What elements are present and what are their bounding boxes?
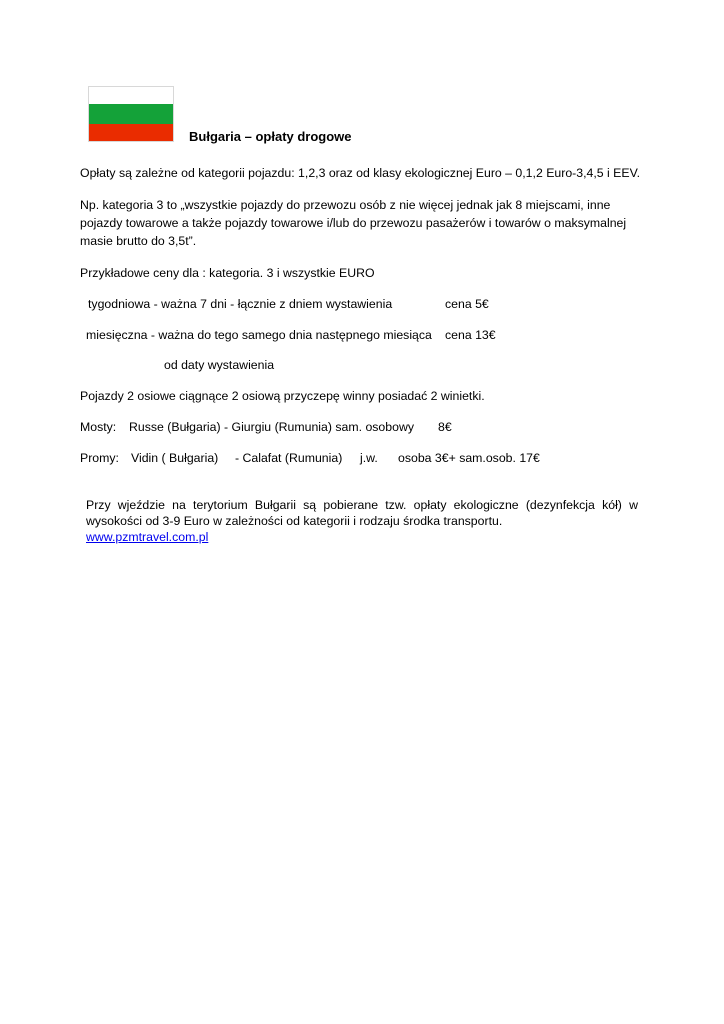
- monthly-price: cena 13€: [445, 328, 496, 342]
- weekly-price: cena 5€: [445, 297, 489, 311]
- pzmtravel-link[interactable]: www.pzmtravel.com.pl: [86, 530, 209, 544]
- bulgaria-flag-icon: [88, 86, 174, 142]
- prices-header: Przykładowe ceny dla : kategoria. 3 i wszystkie EURO: [80, 266, 375, 280]
- intro-text: Opłaty są zależne od kategorii pojazdu: 1,2,3 oraz od klasy ekologicznej Euro – 0,1,2 Euro-3,4,5 i EEV.: [80, 166, 641, 180]
- ferries-price: osoba 3€+ sam.osob. 17€: [398, 451, 540, 465]
- weekly-label: tygodniowa - ważna 7 dni - łącznie z dniem wystawienia: [88, 297, 393, 311]
- page-title: Bułgaria – opłaty drogowe: [189, 129, 352, 144]
- example-text: Np. kategoria 3 to „wszystkie pojazdy do przewozu osób z nie więcej jednak jak 8 miejscami, inne pojazdy towarowe a także pojazdy towarowe i/lub do przewozu pasażerów i towarów o maksymalnej masie brutto do 3,5t”.: [80, 198, 627, 248]
- bridges-route: Russe (Bułgaria) - Giurgiu (Rumunia) sam. osobowy: [129, 420, 414, 434]
- bridges-price: 8€: [438, 420, 452, 434]
- flag-green-stripe: [89, 104, 173, 124]
- monthly-label: miesięczna - ważna do tego samego dnia następnego miesiąca: [86, 328, 432, 342]
- bridges-label: Mosty:: [80, 420, 117, 434]
- trailer-note: Pojazdy 2 osiowe ciągnące 2 osiową przyczepę winny posiadać 2 winietki.: [80, 389, 485, 403]
- ferries-to: - Calafat (Rumunia): [235, 451, 343, 465]
- monthly-continuation: od daty wystawienia: [164, 358, 275, 372]
- eco-note-text: Przy wjeździe na terytorium Bułgarii są pobierane tzw. opłaty ekologiczne (dezynfekcja kół) w wysokości od 3-9 Euro w zależności od kategorii i rodzaju środka transportu.: [86, 498, 638, 528]
- flag-white-stripe: [89, 87, 173, 104]
- ferries-jw: j.w.: [360, 451, 378, 465]
- eco-note: [86, 497, 638, 545]
- ferries-label: Promy:: [80, 451, 119, 465]
- flag-red-stripe: [89, 124, 173, 141]
- ferries-from: Vidin ( Bułgaria): [131, 451, 219, 465]
